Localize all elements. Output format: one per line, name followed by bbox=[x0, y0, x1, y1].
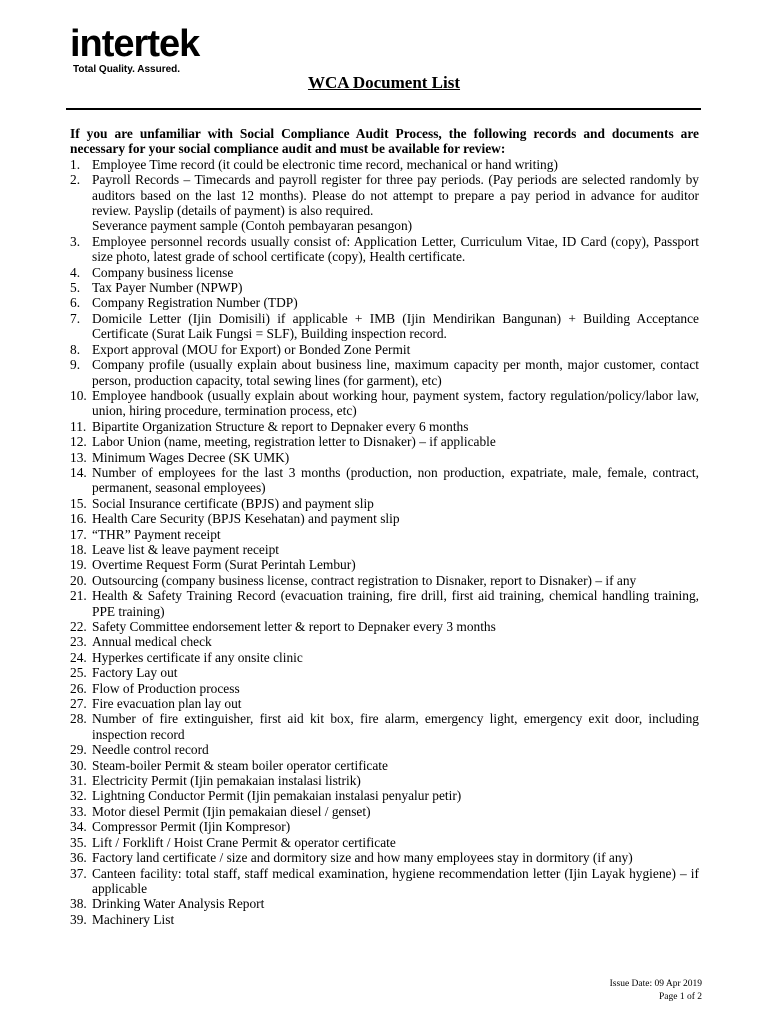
list-item-number: 30. bbox=[70, 757, 87, 773]
list-item-text: Factory Lay out bbox=[92, 665, 178, 681]
list-item bbox=[70, 465, 699, 496]
list-item bbox=[70, 496, 699, 511]
list-item-text: Payroll Records – Timecards and payroll register for three pay periods. (Pay periods are selected randomly by auditors based on the last 12 months). Please do not attempt to prepare a pay period in advance for auditor review. Payslip (details of payment) is also required. bbox=[92, 172, 699, 219]
list-item-text: Motor diesel Permit (Ijin pemakaian diesel / genset) bbox=[92, 803, 371, 819]
list-item bbox=[70, 742, 699, 757]
list-item bbox=[70, 819, 699, 834]
list-item bbox=[70, 573, 699, 588]
list-item bbox=[70, 234, 699, 265]
list-item-extra: Severance payment sample (Contoh pembayaran pesangon) bbox=[92, 218, 413, 234]
list-item-text: Lightning Conductor Permit (Ijin pemakaian instalasi penyalur petir) bbox=[92, 788, 462, 804]
list-item bbox=[70, 912, 699, 927]
list-item-number: 10. bbox=[70, 387, 87, 403]
list-item-number: 37. bbox=[70, 865, 87, 881]
list-item-text: Lift / Forklift / Hoist Crane Permit & operator certificate bbox=[92, 834, 396, 850]
list-item-number: 11. bbox=[70, 418, 87, 434]
list-item-text: Company profile (usually explain about business line, maximum capacity per month, major customer, contact person, production capacity, total sewing lines (for garment), etc) bbox=[92, 357, 699, 388]
list-item-number: 12. bbox=[70, 434, 87, 450]
list-item-text: Annual medical check bbox=[92, 634, 212, 650]
list-item bbox=[70, 388, 699, 419]
list-item-text: Flow of Production process bbox=[92, 680, 240, 696]
list-item bbox=[70, 711, 699, 742]
list-item-number: 27. bbox=[70, 696, 87, 712]
list-item bbox=[70, 866, 699, 897]
list-item-text: Minimum Wages Decree (SK UMK) bbox=[92, 449, 290, 465]
list-item bbox=[70, 557, 699, 572]
list-item-text: Electricity Permit (Ijin pemakaian instalasi listrik) bbox=[92, 773, 361, 789]
list-item-text: Number of employees for the last 3 months (production, non production, expatriate, male, female, contract, permanent, seasonal employees) bbox=[92, 464, 699, 496]
list-item-text: Number of fire extinguisher, first aid kit box, fire alarm, emergency light, emergency exit door, including inspection record bbox=[92, 711, 699, 742]
list-item-text: Bipartite Organization Structure & report to Depnaker every 6 months bbox=[92, 418, 469, 434]
list-item bbox=[70, 527, 699, 542]
list-item-text: Tax Payer Number (NPWP) bbox=[92, 280, 243, 296]
page-number: Page 1 of 2 bbox=[658, 992, 702, 1002]
document-list bbox=[70, 157, 699, 927]
list-item-number: 39. bbox=[70, 911, 87, 927]
list-item-text: Outsourcing (company business license, contract registration to Disnaker, report to Disnaker) – if any bbox=[92, 572, 637, 588]
list-item bbox=[70, 619, 699, 634]
list-item-text: Social Insurance certificate (BPJS) and payment slip bbox=[92, 495, 374, 511]
list-item-text: Company business license bbox=[92, 264, 234, 280]
list-item-number: 5. bbox=[70, 280, 81, 296]
list-item-text: Machinery List bbox=[92, 911, 175, 927]
list-item bbox=[70, 265, 699, 280]
list-item-text: Labor Union (name, meeting, registration letter to Disnaker) – if applicable bbox=[92, 434, 496, 450]
logo-wordmark: intertek bbox=[70, 23, 200, 65]
list-item-text: Factory land certificate / size and dormitory size and how many employees stay in dormitory (if any) bbox=[92, 850, 633, 866]
list-item-number: 19. bbox=[70, 557, 87, 573]
list-item-number: 3. bbox=[70, 233, 81, 249]
list-item bbox=[70, 896, 699, 911]
title-divider bbox=[66, 108, 701, 110]
issue-date: Issue Date: 09 Apr 2019 bbox=[609, 979, 702, 989]
list-item-text: Health & Safety Training Record (evacuation training, fire drill, first aid training, chemical handling training, PPE training) bbox=[92, 588, 699, 619]
list-item-text: Leave list & leave payment receipt bbox=[92, 541, 280, 557]
list-item-text: Health Care Security (BPJS Kesehatan) and payment slip bbox=[92, 511, 400, 527]
intro-paragraph: If you are unfamiliar with Social Compliance Audit Process, the following records and documents are necessary for your social compliance audit and must be available for review: bbox=[70, 126, 699, 157]
list-item bbox=[70, 357, 699, 388]
list-item bbox=[70, 157, 699, 172]
list-item-number: 33. bbox=[70, 803, 87, 819]
list-item-number: 35. bbox=[70, 834, 87, 850]
list-item-number: 17. bbox=[70, 526, 87, 542]
list-item-text: Steam-boiler Permit & steam boiler operator certificate bbox=[92, 757, 388, 773]
list-item-text: Fire evacuation plan lay out bbox=[92, 696, 242, 712]
list-item-number: 34. bbox=[70, 819, 87, 835]
list-item-number: 26. bbox=[70, 680, 87, 696]
list-item-number: 7. bbox=[70, 310, 81, 326]
list-item-number: 16. bbox=[70, 511, 87, 527]
list-item bbox=[70, 835, 699, 850]
list-item bbox=[70, 342, 699, 357]
list-item bbox=[70, 758, 699, 773]
list-item bbox=[70, 588, 699, 619]
list-item bbox=[70, 804, 699, 819]
list-item bbox=[70, 280, 699, 295]
list-item-text: Compressor Permit (Ijin Kompresor) bbox=[92, 819, 291, 835]
list-item bbox=[70, 542, 699, 557]
list-item-number: 13. bbox=[70, 449, 87, 465]
list-item-number: 1. bbox=[70, 156, 81, 172]
list-item bbox=[70, 434, 699, 449]
list-item-text: Hyperkes certificate if any onsite clinic bbox=[92, 649, 303, 665]
list-item-text: Safety Committee endorsement letter & report to Depnaker every 3 months bbox=[92, 619, 496, 634]
list-item bbox=[70, 850, 699, 865]
page-title: WCA Document List bbox=[307, 73, 461, 92]
list-item-number: 28. bbox=[70, 711, 87, 727]
list-item-number: 6. bbox=[70, 295, 81, 311]
list-item-text: Canteen facility: total staff, staff medical examination, hygiene recommendation letter (Ijin Layak hygiene) – if applicable bbox=[92, 865, 699, 896]
list-item-text: Employee personnel records usually consist of: Application Letter, Curriculum Vitae, ID Card (copy), Passport size photo, latest grade of school certificate (copy), Health certificate. bbox=[92, 233, 699, 265]
list-item-number: 31. bbox=[70, 773, 87, 789]
list-item-number: 38. bbox=[70, 896, 87, 912]
list-item-number: 23. bbox=[70, 634, 87, 650]
list-item bbox=[70, 419, 699, 434]
list-item-number: 24. bbox=[70, 649, 87, 665]
list-item bbox=[70, 681, 699, 696]
list-item-number: 20. bbox=[70, 572, 87, 588]
intertek-logo bbox=[70, 23, 200, 76]
list-item-text: Company Registration Number (TDP) bbox=[92, 295, 298, 311]
list-item bbox=[70, 311, 699, 342]
document-body bbox=[70, 126, 699, 927]
list-item-number: 36. bbox=[70, 850, 87, 866]
logo-tagline: Total Quality. Assured. bbox=[73, 64, 181, 75]
list-item bbox=[70, 172, 699, 234]
list-item bbox=[70, 511, 699, 526]
list-item-number: 29. bbox=[70, 742, 87, 758]
list-item bbox=[70, 665, 699, 680]
list-item-number: 18. bbox=[70, 541, 87, 557]
list-item-text: Overtime Request Form (Surat Perintah Lembur) bbox=[92, 557, 356, 573]
list-item-number: 21. bbox=[70, 588, 87, 604]
list-item-text: Employee handbook (usually explain about working hour, payment system, factory regulation/policy/labor law, union, hiring procedure, termination process, etc) bbox=[92, 387, 699, 419]
list-item bbox=[70, 634, 699, 649]
page-footer bbox=[610, 978, 702, 1004]
list-item-number: 2. bbox=[70, 172, 81, 188]
list-item-number: 14. bbox=[70, 464, 87, 480]
list-item-text: Domicile Letter (Ijin Domisili) if applicable + IMB (Ijin Mendirikan Bangunan) + Building Acceptance Certificate (Surat Laik Fungsi = SLF), Building inspection record. bbox=[92, 310, 699, 342]
list-item-text: “THR” Payment receipt bbox=[92, 526, 221, 542]
list-item-number: 8. bbox=[70, 341, 81, 357]
list-item-number: 32. bbox=[70, 788, 87, 804]
list-item bbox=[70, 295, 699, 310]
list-item-text: Employee Time record (it could be electronic time record, mechanical or hand writing) bbox=[92, 156, 558, 172]
list-item-number: 25. bbox=[70, 665, 87, 681]
list-item bbox=[70, 450, 699, 465]
list-item-text: Export approval (MOU for Export) or Bonded Zone Permit bbox=[92, 341, 411, 357]
list-item bbox=[70, 788, 699, 803]
list-item-text: Drinking Water Analysis Report bbox=[92, 896, 265, 912]
list-item bbox=[70, 650, 699, 665]
list-item-number: 22. bbox=[70, 619, 87, 634]
list-item-number: 15. bbox=[70, 495, 87, 511]
list-item-number: 9. bbox=[70, 357, 81, 373]
list-item-number: 4. bbox=[70, 264, 81, 280]
list-item bbox=[70, 696, 699, 711]
list-item-text: Needle control record bbox=[92, 742, 209, 758]
list-item bbox=[70, 773, 699, 788]
